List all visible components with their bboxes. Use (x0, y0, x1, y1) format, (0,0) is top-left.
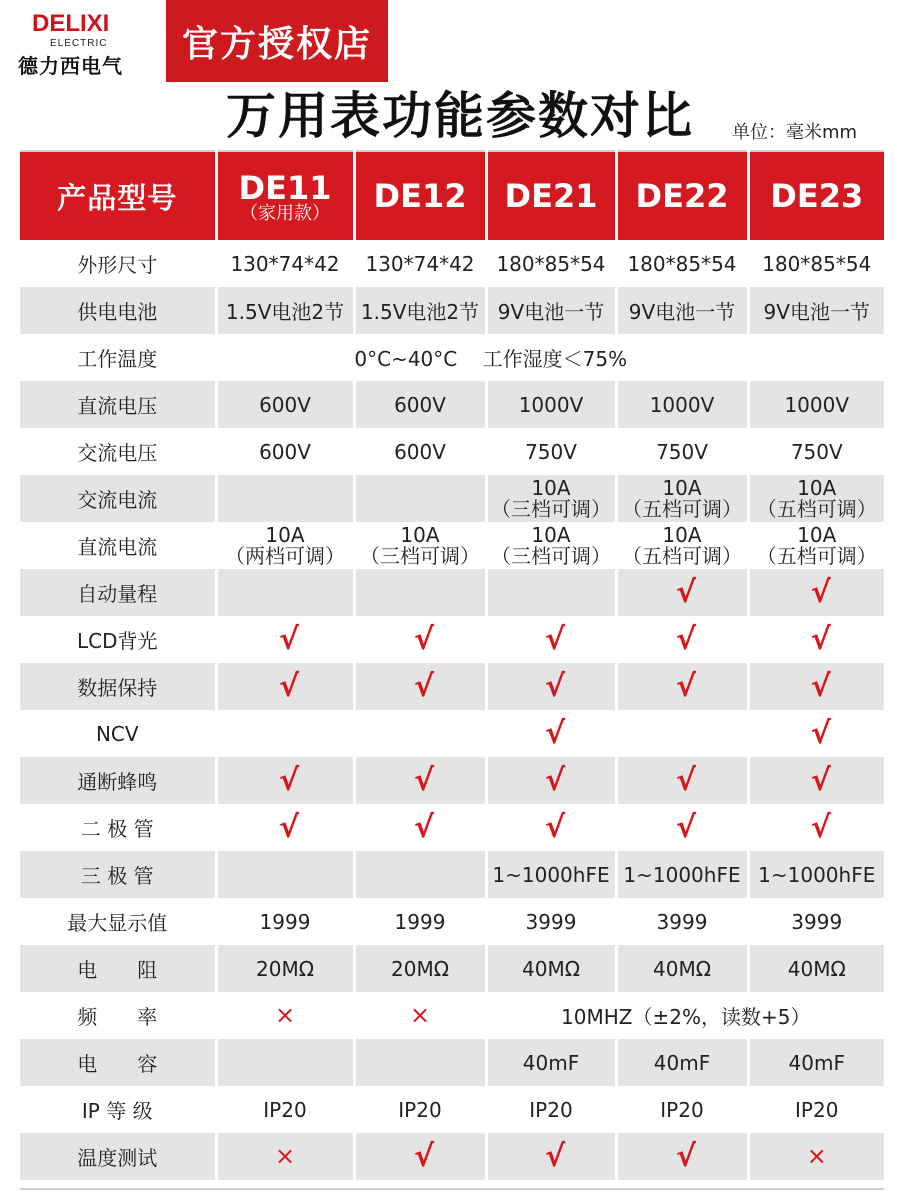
table-cell: 600V (354, 428, 486, 475)
model-name: DE21 (504, 177, 598, 215)
check-mark-icon: √ (413, 668, 434, 704)
cell-note: （五档可调） (622, 496, 742, 521)
table-cell: 1999 (354, 898, 486, 945)
row-label: 电 阻 (20, 945, 216, 992)
check-mark-icon: √ (278, 668, 299, 704)
table-cell: 600V (216, 428, 354, 475)
table-cell: 40MΩ (486, 945, 616, 992)
row-label: LCD背光 (20, 616, 216, 663)
table-cell (486, 804, 616, 851)
table-cell (354, 1133, 486, 1180)
table-row (20, 804, 884, 851)
check-mark-icon: √ (278, 809, 299, 845)
check-mark-icon: √ (675, 762, 696, 798)
table-cell (216, 851, 354, 898)
table-row (20, 475, 884, 522)
table-cell: 750V (486, 428, 616, 475)
table-cell (216, 522, 354, 569)
table-cell: 180*85*54 (616, 240, 748, 287)
cell-value: 10A (531, 522, 571, 547)
check-mark-icon: √ (810, 762, 831, 798)
table-cell: 180*85*54 (486, 240, 616, 287)
table-cell: 180*85*54 (748, 240, 884, 287)
table-cell: 40MΩ (616, 945, 748, 992)
spanning-cell: 0°C~40°C 工作湿度＜75% (216, 334, 884, 381)
check-mark-icon: √ (675, 574, 696, 610)
table-cell: IP20 (748, 1086, 884, 1133)
check-mark-icon: √ (544, 621, 565, 657)
check-mark-icon: √ (278, 621, 299, 657)
table-cell (748, 804, 884, 851)
table-cell: 1.5V电池2节 (216, 287, 354, 334)
table-cell: 1000V (486, 381, 616, 428)
table-row (20, 334, 884, 381)
table-cell: 20MΩ (354, 945, 486, 992)
cross-mark-icon: × (806, 1142, 827, 1170)
check-mark-icon: √ (810, 668, 831, 704)
table-cell: 130*74*42 (354, 240, 486, 287)
check-mark-icon: √ (544, 668, 565, 704)
table-cell (616, 522, 748, 569)
table-cell: 1.5V电池2节 (354, 287, 486, 334)
table-cell (486, 616, 616, 663)
table-cell: 9V电池一节 (486, 287, 616, 334)
row-label: IP 等 级 (20, 1086, 216, 1133)
check-mark-icon: √ (544, 1138, 565, 1174)
header-model-de22 (616, 151, 748, 240)
table-row (20, 898, 884, 945)
table-cell: 1~1000hFE (486, 851, 616, 898)
row-label: 二 极 管 (20, 804, 216, 851)
row-label: NCV (20, 710, 216, 757)
table-cell (354, 804, 486, 851)
table-cell (354, 522, 486, 569)
row-label: 供电电池 (20, 287, 216, 334)
table-cell (216, 804, 354, 851)
table-cell (486, 1133, 616, 1180)
table-body (20, 240, 884, 1180)
check-mark-icon: √ (544, 762, 565, 798)
table-row (20, 992, 884, 1039)
table-cell (486, 757, 616, 804)
header-model-de21 (486, 151, 616, 240)
table-cell (748, 616, 884, 663)
table-cell: 600V (354, 381, 486, 428)
cell-note: （五档可调） (756, 496, 877, 521)
table-cell: 20MΩ (216, 945, 354, 992)
table-cell (616, 757, 748, 804)
table-cell (616, 1133, 748, 1180)
logo-wordmark: DELIXI (32, 10, 110, 37)
cross-mark-icon: × (409, 1001, 431, 1029)
model-name: DE11 (238, 169, 332, 207)
table-cell: 3999 (748, 898, 884, 945)
table-cell: 9V电池一节 (748, 287, 884, 334)
table-cell: IP20 (486, 1086, 616, 1133)
table-cell: 750V (748, 428, 884, 475)
table-row (20, 428, 884, 475)
row-label: 直流电压 (20, 381, 216, 428)
table-cell (748, 475, 884, 522)
cell-note: （三档可调） (360, 543, 480, 568)
logo-subtitle: ELECTRIC (50, 38, 108, 49)
row-label: 交流电压 (20, 428, 216, 475)
cell-value: 10A (797, 522, 837, 547)
table-header-row (20, 151, 884, 240)
cell-value: 10A (797, 475, 837, 500)
table-cell: 600V (216, 381, 354, 428)
logo-chinese-name: 德力西电气 (18, 54, 123, 78)
check-mark-icon: √ (413, 1138, 434, 1174)
check-mark-icon: √ (810, 809, 831, 845)
table-row (20, 851, 884, 898)
table-cell: 1000V (616, 381, 748, 428)
cross-mark-icon: × (274, 1001, 296, 1029)
cell-note: （三档可调） (491, 496, 611, 521)
table-cell: 130*74*42 (216, 240, 354, 287)
model-name: DE12 (373, 177, 467, 215)
cell-note: （五档可调） (756, 543, 877, 568)
table-cell (616, 569, 748, 616)
table-cell (354, 475, 486, 522)
page-title: 万用表功能参数对比 (226, 87, 694, 145)
table-cell: 40MΩ (748, 945, 884, 992)
cell-note: （三档可调） (491, 543, 611, 568)
table-cell: 3999 (616, 898, 748, 945)
table-cell (486, 569, 616, 616)
table-cell: IP20 (354, 1086, 486, 1133)
check-mark-icon: √ (810, 621, 831, 657)
table-row (20, 945, 884, 992)
check-mark-icon: √ (413, 809, 434, 845)
table-cell: 1~1000hFE (748, 851, 884, 898)
table-cell (216, 710, 354, 757)
cell-note: （两档可调） (225, 543, 345, 568)
table-cell (486, 522, 616, 569)
row-label: 温度测试 (20, 1133, 216, 1180)
check-mark-icon: √ (413, 762, 434, 798)
table-cell (616, 663, 748, 710)
table-cell (616, 475, 748, 522)
model-note: （家用款） (240, 203, 330, 224)
table-cell (748, 522, 884, 569)
check-mark-icon: √ (675, 668, 696, 704)
table-cell (486, 475, 616, 522)
table-cell: 1~1000hFE (616, 851, 748, 898)
table-cell (748, 569, 884, 616)
check-mark-icon: √ (810, 574, 831, 610)
table-row (20, 240, 884, 287)
row-label: 自动量程 (20, 569, 216, 616)
cross-mark-icon: × (274, 1142, 296, 1170)
table-row (20, 710, 884, 757)
row-label: 直流电流 (20, 522, 216, 569)
table-cell (486, 663, 616, 710)
row-label: 通断蜂鸣 (20, 757, 216, 804)
table-row (20, 1086, 884, 1133)
spec-comparison-table (20, 150, 884, 1180)
spanning-cell: 10MHZ（±2%，读数+5） (486, 992, 884, 1039)
table-row (20, 1133, 884, 1180)
model-name: DE22 (635, 177, 729, 215)
row-label: 外形尺寸 (20, 240, 216, 287)
cell-value: 10A (400, 522, 440, 547)
table-cell: 9V电池一节 (616, 287, 748, 334)
brand-logo (18, 8, 158, 76)
row-label: 数据保持 (20, 663, 216, 710)
table-cell (216, 992, 354, 1039)
table-cell (616, 710, 748, 757)
row-label: 电 容 (20, 1039, 216, 1086)
check-mark-icon: √ (278, 762, 299, 798)
cell-value: 10A (662, 522, 702, 547)
table-cell (486, 710, 616, 757)
unit-note: 单位：毫米mm (732, 122, 858, 143)
table-cell (216, 1133, 354, 1180)
table-cell (616, 804, 748, 851)
table-cell (354, 569, 486, 616)
row-label: 交流电流 (20, 475, 216, 522)
cell-value: 10A (265, 522, 305, 547)
table-cell: 750V (616, 428, 748, 475)
check-mark-icon: √ (675, 809, 696, 845)
table-cell: IP20 (216, 1086, 354, 1133)
table-cell: 3999 (486, 898, 616, 945)
header-model-de23 (748, 151, 884, 240)
table-cell (354, 1039, 486, 1086)
table-cell (748, 757, 884, 804)
cell-note: （五档可调） (622, 543, 742, 568)
table-cell (216, 757, 354, 804)
table-row (20, 616, 884, 663)
table-cell (216, 663, 354, 710)
table-cell: 1999 (216, 898, 354, 945)
table-cell (216, 475, 354, 522)
table-cell: 40mF (616, 1039, 748, 1086)
table-cell (216, 616, 354, 663)
table-cell (216, 1039, 354, 1086)
table-cell: 40mF (486, 1039, 616, 1086)
table-cell (616, 616, 748, 663)
table-row (20, 663, 884, 710)
table-cell: 40mF (748, 1039, 884, 1086)
cell-value: 10A (531, 475, 571, 500)
table-row (20, 522, 884, 569)
check-mark-icon: √ (675, 621, 696, 657)
check-mark-icon: √ (413, 621, 434, 657)
table-row (20, 1039, 884, 1086)
check-mark-icon: √ (810, 715, 831, 751)
table-cell (354, 616, 486, 663)
table-cell (354, 757, 486, 804)
table-cell (354, 663, 486, 710)
table-cell (748, 663, 884, 710)
header-corner-label: 产品型号 (20, 151, 216, 240)
table-cell (354, 710, 486, 757)
table-cell (748, 710, 884, 757)
check-mark-icon: √ (544, 715, 565, 751)
table-cell (354, 992, 486, 1039)
row-label: 最大显示值 (20, 898, 216, 945)
table-row (20, 381, 884, 428)
table-cell (216, 569, 354, 616)
table-cell: IP20 (616, 1086, 748, 1133)
row-label: 频 率 (20, 992, 216, 1039)
table-bottom-border (20, 1188, 884, 1190)
model-name: DE23 (770, 177, 864, 215)
header-model-de12 (354, 151, 486, 240)
header-model-de11 (216, 151, 354, 240)
table-cell: 1000V (748, 381, 884, 428)
table-row (20, 569, 884, 616)
authorized-store-badge: 官方授权店 (166, 0, 388, 82)
row-label: 三 极 管 (20, 851, 216, 898)
row-label: 工作温度 (20, 334, 216, 381)
check-mark-icon: √ (675, 1138, 696, 1174)
table-row (20, 757, 884, 804)
check-mark-icon: √ (544, 809, 565, 845)
table-cell (748, 1133, 884, 1180)
cell-value: 10A (662, 475, 702, 500)
table-cell (354, 851, 486, 898)
table-row (20, 287, 884, 334)
